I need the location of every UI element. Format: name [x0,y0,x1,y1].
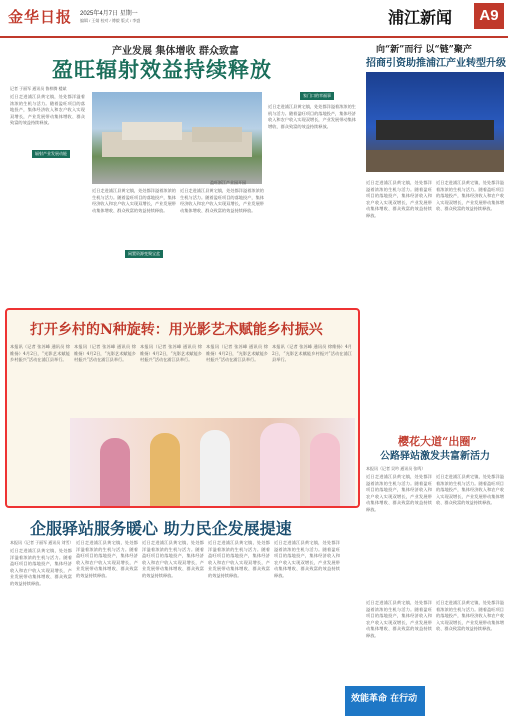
bottom-byline: 本报讯（记者 于丽军 通讯员 刘雪） [10,540,74,545]
right-column-2: 近日走进浦江县黄宅镇，处处都洋溢着浓浓的生机与活力。随着盈旺项目的落地投产，集体经济收入和农户收入实现双增长，产业发展带动集体增收、群众致富的效益持续释放。 [436,180,504,212]
lead-title: 盈旺辐射效益持续释放 [52,57,272,82]
right-bottom-column-1: 近日走进浦江县黄宅镇，处处都洋溢着浓浓的生机与活力。随着盈旺项目的落地投产，集体经济收入和农户收入实现双增长，产业发展带动集体增收、群众致富的效益持续释放。 [366,600,432,638]
right-mid-column-1: 近日走进浦江县黄宅镇，处处都洋溢着浓浓的生机与活力。随着盈旺项目的落地投产，集体经济收入和农户收入实现双增长，产业发展带动集体增收、群众致富的效益持续释放。 [366,474,432,512]
lead-photo [92,92,262,184]
bottom-title: 企服驿站服务暖心 助力民企发展提速 [30,519,292,538]
issue-date: 2025年4月7日 星期一 [80,11,138,17]
lead-column-2: 近日走进浦江县黄宅镇，处处都洋溢着浓浓的生机与活力。随着盈旺项目的落地投产，集体经济收入和农户收入实现双增长，产业发展带动集体增收、群众致富的效益持续释放。 [92,188,176,213]
feature-column-1: 本报讯（记者 张苏峰 通讯员 徐维扬）4月2日，“光影艺术赋能乡村振兴”活动在浦江县举行。 [10,344,70,363]
editor-line: 编辑 / 王婧 校对 / 傅毅 版式 / 李盛 [80,18,141,23]
section-title: 浦江新闻 [388,8,453,27]
page-number: A9 [474,3,504,29]
right-title: 招商引资助推浦江产业转型升级 [366,58,506,69]
bottom-column-3: 近日走进浦江县黄宅镇，处处都洋溢着浓浓的生机与活力。随着盈旺项目的落地投产，集体经济收入和农户收入实现双增长，产业发展带动集体增收、群众致富的效益持续释放。 [142,540,204,578]
lead-column-1: 近日走进浦江县黄宅镇，处处都洋溢着浓浓的生机与活力。随着盈旺项目的落地投产，集体经济收入和农户收入实现双增长，产业发展带动集体增收、群众致富的效益持续释放。 [10,94,85,126]
feature-column-5: 本报讯（记者 张苏峰 通讯员 徐维扬）4月2日，“光影艺术赋能乡村振兴”活动在浦江县举行。 [272,344,352,363]
masthead: 金华日报 [8,8,73,26]
feature-column-4: 本报讯（记者 张苏峰 通讯员 徐维扬）4月2日，“光影艺术赋能乡村振兴”活动在浦江县举行。 [206,344,268,363]
bottom-column-1: 近日走进浦江县黄宅镇，处处都洋溢着浓浓的生机与活力。随着盈旺项目的落地投产，集体经济收入和农户收入实现双增长，产业发展带动集体增收、群众致富的效益持续释放。 [10,548,72,586]
lead-column-3: 近日走进浦江县黄宅镇，处处都洋溢着浓浓的生机与活力。随着盈旺项目的落地投产，集体经济收入和农户收入实现双增长，产业发展带动集体增收、群众致富的效益持续释放。 [180,188,264,213]
bottom-column-4: 近日走进浦江县黄宅镇，处处都洋溢着浓浓的生机与活力。随着盈旺项目的落地投产，集体经济收入和农户收入实现双增长，产业发展带动集体增收、群众致富的效益持续释放。 [208,540,270,578]
right-mid-byline: 本报讯（记者 吴吟 通讯员 张鸣） [366,466,426,471]
lead-photo-caption: 盈旺浙江产业园开园 [210,180,246,185]
feature-column-2: 本报讯（记者 张苏峰 通讯员 徐维扬）4月2日，“光影艺术赋能乡村振兴”活动在浦江县举行。 [74,344,136,363]
right-kicker: 向“新”而行 以“链”聚产 [376,45,472,55]
lead-subhead-2: 闲置资源变聚宝盆 [125,250,163,258]
feature-photo [70,418,355,506]
right-mid-column-2: 近日走进浦江县黄宅镇，处处都洋溢着浓浓的生机与活力。随着盈旺项目的落地投产，集体经济收入和农户收入实现双增长，产业发展带动集体增收、群众致富的效益持续释放。 [436,474,504,506]
lead-column-4: 近日走进浦江县黄宅镇，处处都洋溢着浓浓的生机与活力。随着盈旺项目的落地投产，集体经济收入和农户收入实现双增长，产业发展带动集体增收、群众致富的效益持续释放。 [268,104,356,129]
right-photo [366,72,504,172]
lead-subhead-1: 辐射产业发展动能 [32,150,70,158]
right-mid-title-1: 樱花大道“出圈” [398,435,477,448]
lead-subhead-3-tag: 家门口的幸福事 [300,92,334,100]
right-column-1: 近日走进浦江县黄宅镇，处处都洋溢着浓浓的生机与活力。随着盈旺项目的落地投产，集体经济收入和农户收入实现双增长，产业发展带动集体增收、群众致富的效益持续释放。 [366,180,432,218]
feature-column-3: 本报讯（记者 张苏峰 通讯员 徐维扬）4月2日，“光影艺术赋能乡村振兴”活动在浦江县举行。 [140,344,202,363]
right-mid-title-2: 公路驿站激发共富新活力 [380,451,490,462]
bottom-column-2: 近日走进浦江县黄宅镇，处处都洋溢着浓浓的生机与活力。随着盈旺项目的落地投产，集体经济收入和农户收入实现双增长，产业发展带动集体增收、群众致富的效益持续释放。 [76,540,138,578]
lead-kicker: 产业发展 集体增收 群众致富 [112,46,239,57]
lead-byline: 记者 于丽军 通讯员 鲁梓腾 楼斌 [10,86,67,91]
right-bottom-column-2: 近日走进浦江县黄宅镇，处处都洋溢着浓浓的生机与活力。随着盈旺项目的落地投产，集体经济收入和农户收入实现双增长，产业发展带动集体增收、群众致富的效益持续释放。 [436,600,504,632]
efficiency-banner-text: 效能革命 在行动 [351,694,418,704]
feature-title: 打开乡村的N种旋转：用光影艺术赋能乡村振兴 [30,322,323,338]
bottom-column-5: 近日走进浦江县黄宅镇，处处都洋溢着浓浓的生机与活力。随着盈旺项目的落地投产，集体经济收入和农户收入实现双增长，产业发展带动集体增收、群众致富的效益持续释放。 [274,540,340,578]
efficiency-banner [345,686,425,716]
